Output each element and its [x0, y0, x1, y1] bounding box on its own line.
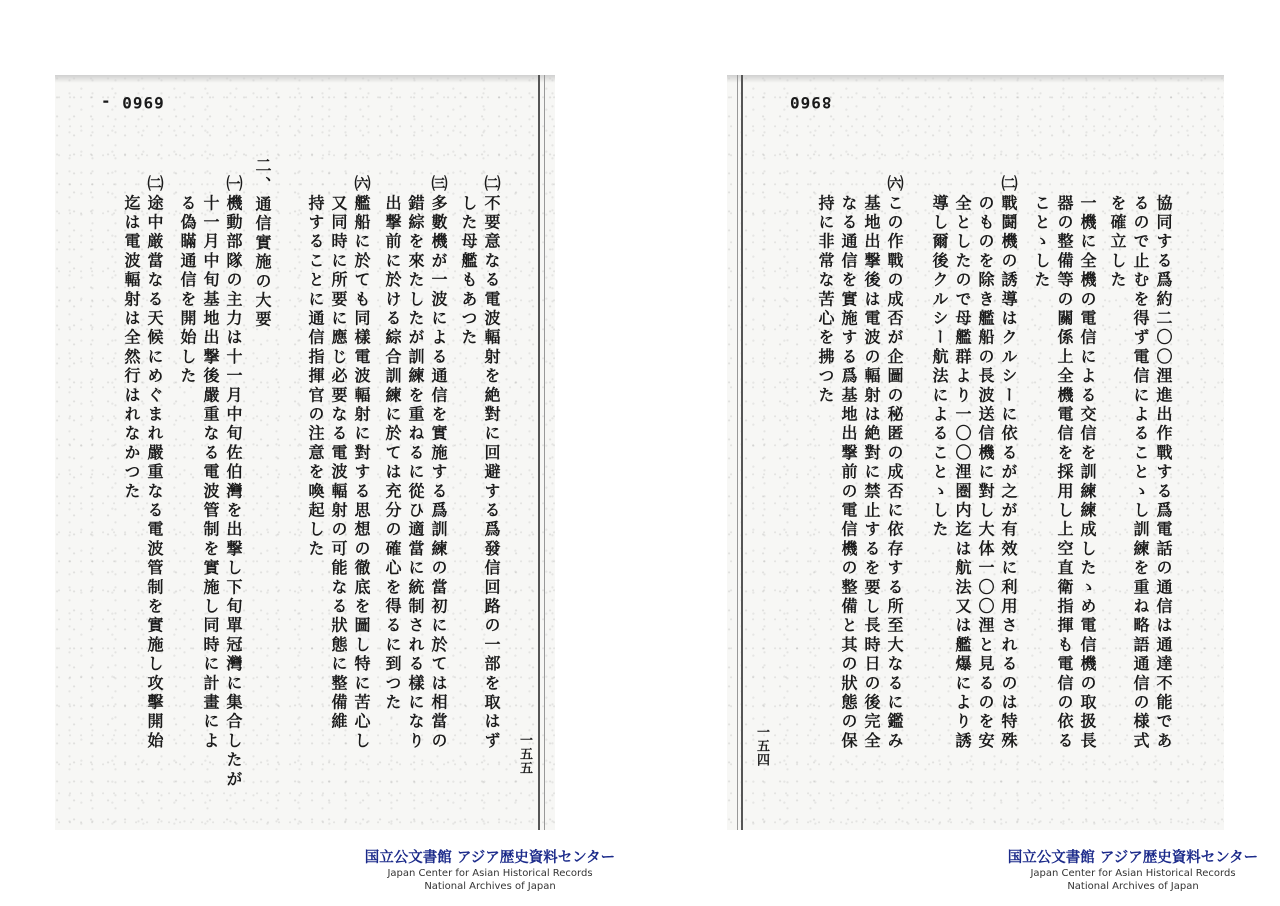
text-column: ㈡不要意なる電波輻射を絶對に回避する爲發信回路の一部を取はず: [482, 175, 501, 751]
text-column: 一機に全機の電信による交信を訓練練成したゝめ電信機の取扱長: [1078, 175, 1097, 751]
text-column: した母艦もあつた: [459, 175, 478, 348]
left-page: [55, 75, 555, 830]
archive-subtitle: Japan Center for Asian Historical Records: [1030, 868, 1236, 879]
text-column: 又同時に所要に應じ必要なる電波輻射の可能なる狀態に整備維: [329, 175, 348, 732]
archive-subtitle: Japan Center for Asian Historical Records: [387, 868, 593, 879]
text-column: 器の整備等の關係上全機電信を採用し上空直衛指揮も電信の依る: [1055, 175, 1074, 751]
page-number: 一五四: [754, 725, 769, 767]
right-page: [727, 75, 1224, 830]
text-column: のものを除き艦船の長波送信機に對し大体一〇〇浬と見るのを安: [976, 175, 995, 751]
text-column: 持することに通信指揮官の注意を喚起した: [306, 175, 325, 559]
folio-number: 8960: [789, 93, 832, 112]
text-column: 導し爾後クルシー航法によることゝした: [930, 175, 949, 540]
text-column: を確立した: [1108, 175, 1127, 291]
text-column: 錯綜を來たしたが訓練を重ねるに從ひ適當に統制される樣になり: [406, 175, 425, 751]
archive-title: 国立公文書館 アジア歴史資料センター: [364, 850, 616, 866]
page-binding-line: [538, 75, 545, 830]
text-column: ㈠機動部隊の主力は十一月中旬佐伯灣を出撃し下旬單冠灣に集合したが: [224, 175, 243, 790]
text-column: ㈡戰鬪機の誘導はクルシーに依るが之が有效に利用されるのは特殊: [999, 175, 1018, 751]
text-column: る偽瞞通信を開始した: [178, 175, 197, 387]
archive-watermark: [988, 846, 1278, 893]
text-column: ことゝした: [1032, 175, 1051, 291]
text-column: 出撃前に於ける綜合訓練に於ては充分の確心を得るに到つた: [383, 175, 402, 713]
archive-watermark: [345, 846, 635, 893]
page-binding-line: [737, 75, 743, 830]
text-column: 迄は電波輻射は全然行はれなかつた: [122, 175, 141, 502]
page-number: 一五五: [517, 733, 532, 775]
text-column: ㈡途中厳當なる天候にめぐまれ嚴重なる電波管制を實施し攻擊開始: [145, 175, 164, 751]
text-column: ㈢多數機が一波による通信を實施する爲訓練の當初に於ては相當の: [429, 175, 448, 751]
text-column: 全としたので母艦群より一〇〇浬圏内迄は航法又は艦爆により誘: [953, 175, 972, 751]
text-column: 協同する爲約二〇〇浬進出作戰する爲電話の通信は通達不能であ: [1154, 175, 1173, 751]
text-column: 持に非常な苦心を拂つた: [816, 175, 835, 406]
text-column: 基地出撃後は電波の輻射は絶對に禁止するを要し長時日の後完全: [862, 175, 881, 751]
text-column: ㈥艦船に於ても同樣電波輻射に對する思想の徹底を圖し特に苦心し: [352, 175, 371, 751]
section-heading: 二、通信實施の大要: [253, 157, 272, 330]
archive-title: 国立公文書館 アジア歴史資料センター: [1007, 850, 1259, 866]
text-column: ㈥この作戰の成否が企圖の秘匿の成否に依存する所至大なるに鑑み: [885, 175, 904, 751]
text-column: 十一月中旬基地出撃後嚴重なる電波管制を實施し同時に計畫によ: [201, 175, 220, 751]
text-column: るので止むを得ず電信によることゝし訓練を重ね略語通信の様式: [1131, 175, 1150, 751]
folio-number: 6960 -: [100, 93, 164, 112]
archive-subtitle: National Archives of Japan: [424, 881, 556, 892]
text-column: なる通信を實施する爲基地出撃前の電信機の整備と其の狀態の保: [839, 175, 858, 751]
archive-subtitle: National Archives of Japan: [1067, 881, 1199, 892]
